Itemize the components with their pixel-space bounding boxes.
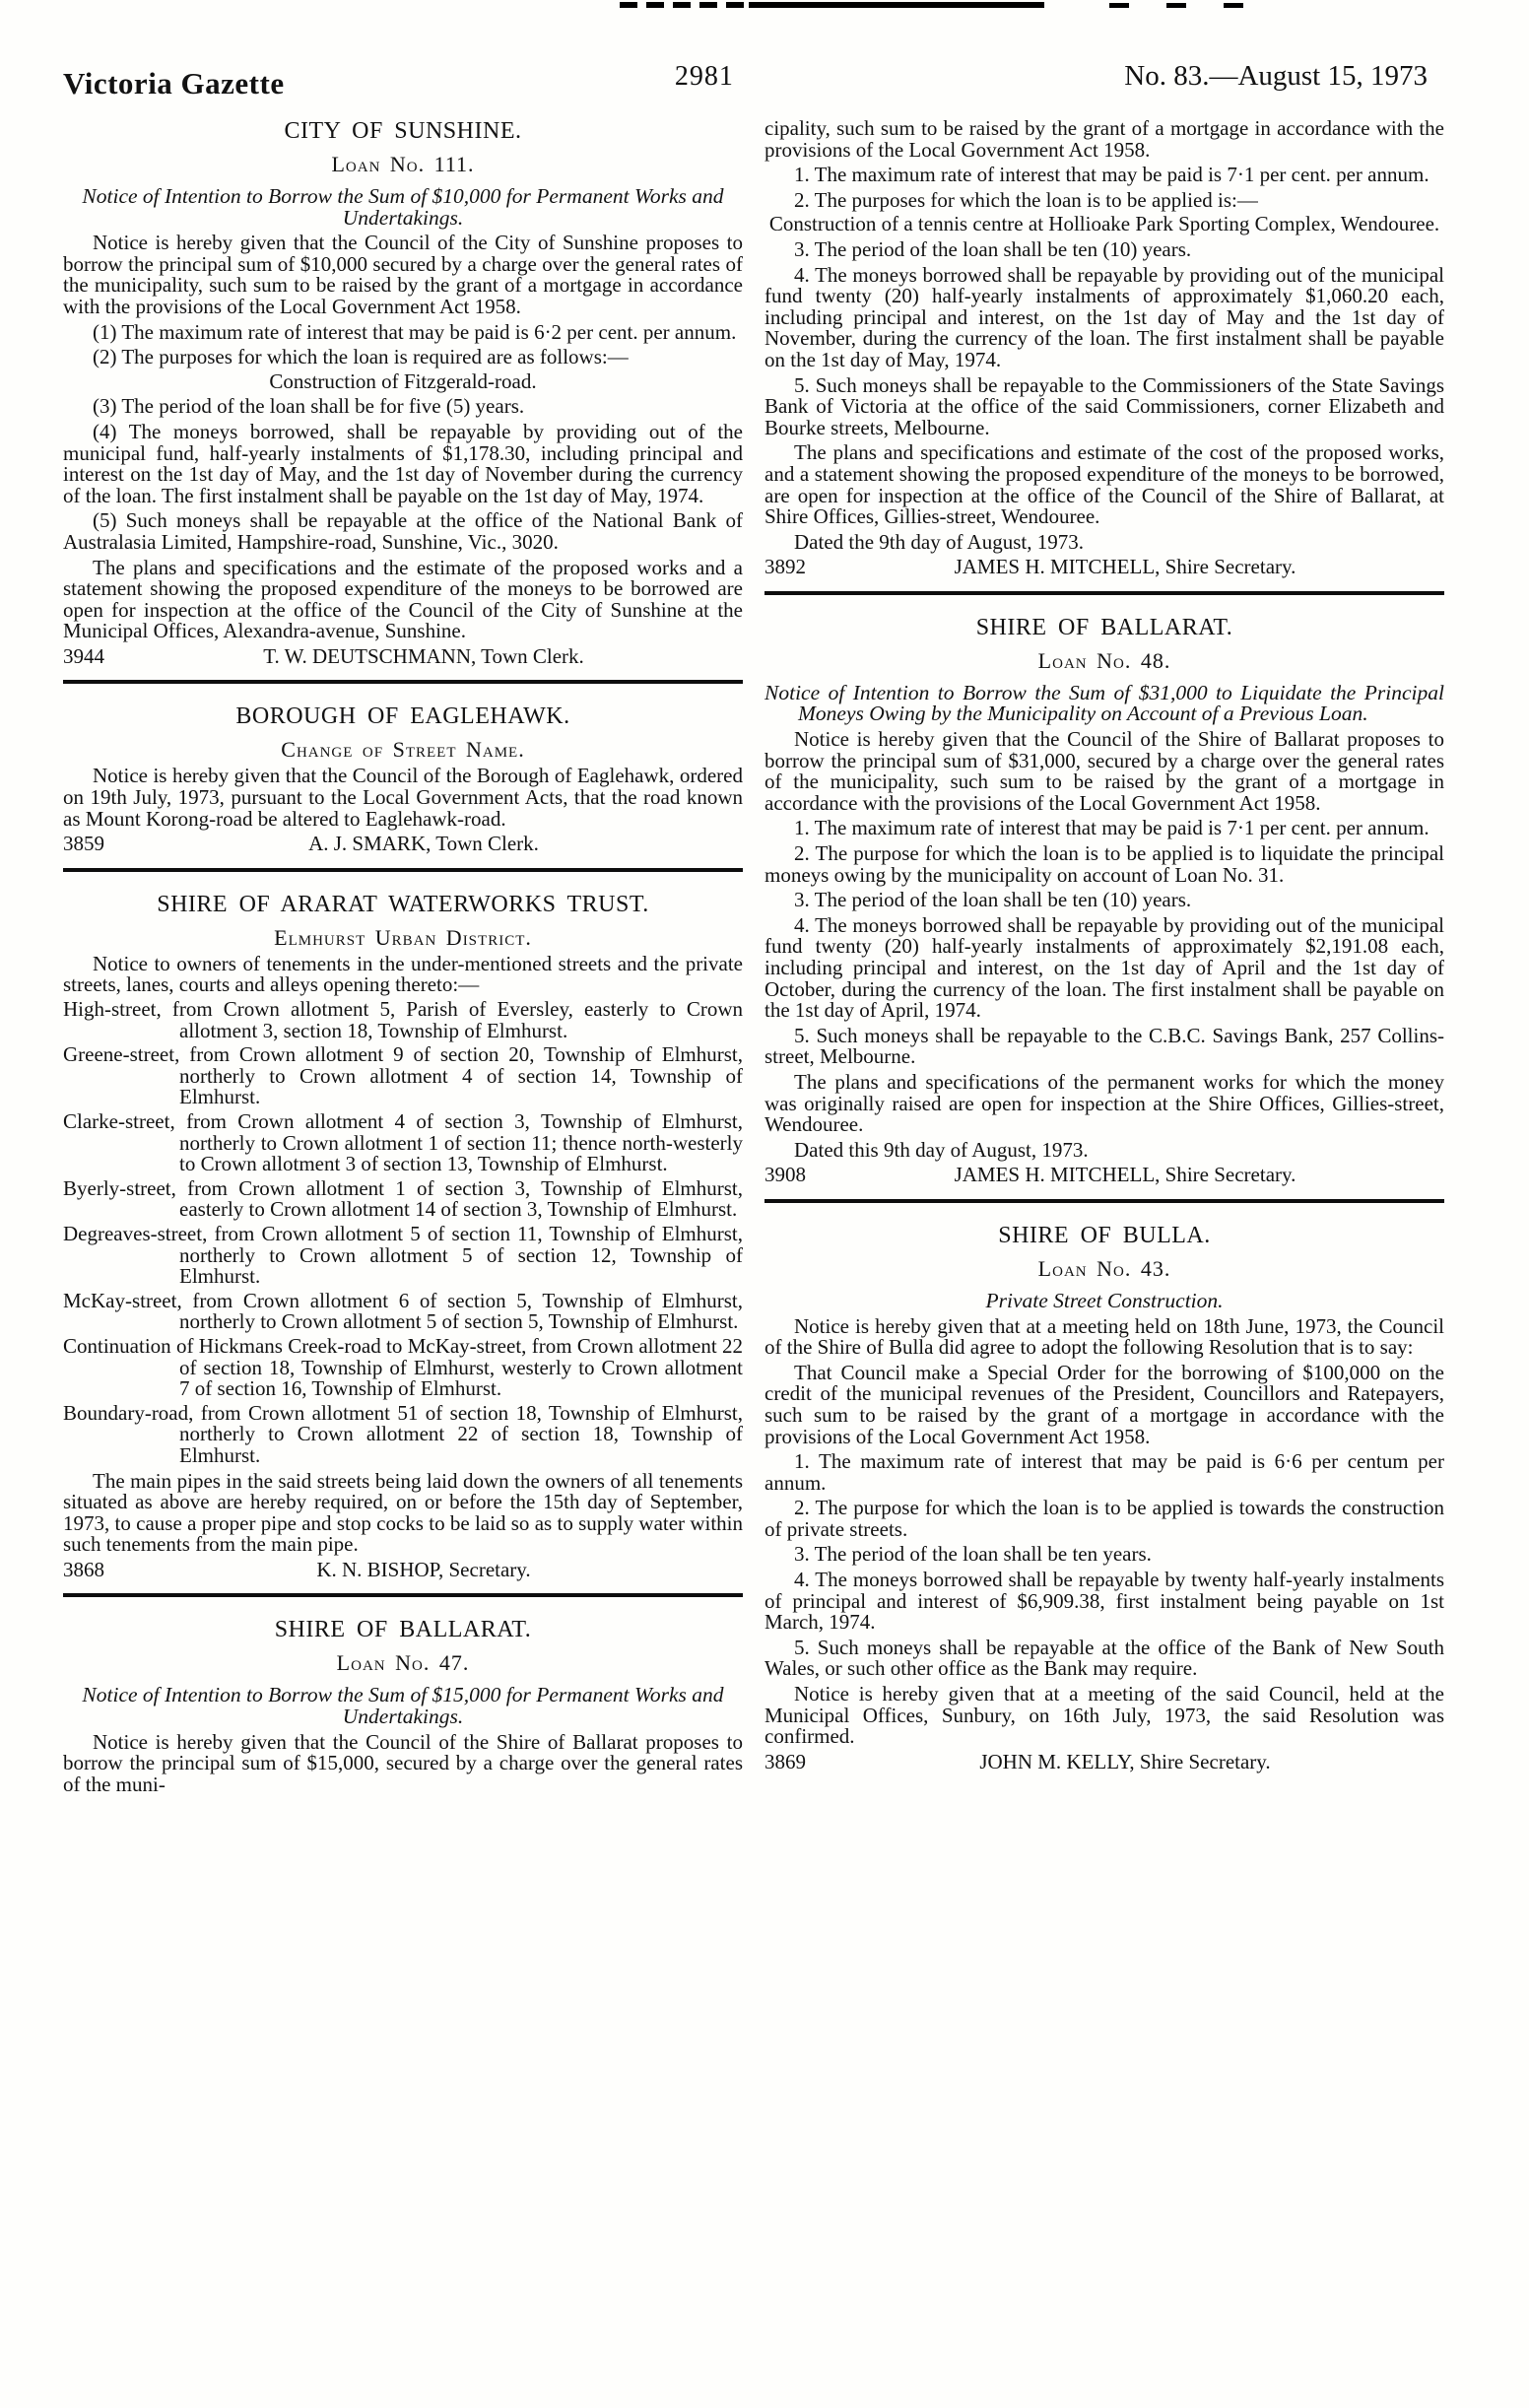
notice-title: Notice of Intention to Borrow the Sum of $31,000 to Liquidate the Principal Moneys Owing by the Municipality on Account of a Previous Loan. <box>764 680 1444 726</box>
signature-line <box>63 834 743 855</box>
notice-title: Private Street Construction. <box>985 1288 1224 1312</box>
paragraph: Notice is hereby given that the Council of the Shire of Ballarat proposes to borrow the principal sum of $31,000, secured by a charge over the general rates of the municipality, such sum to be raised by the grant of a mortgage in accordance with the provisions of the Local Government Act 1958. <box>764 727 1444 815</box>
street-item: Clarke-street, from Crown allotment 4 of section 3, Township of Elmhurst, northerly to Crown allotment 1 of section 11; thence north-westerly to Crown allotment 3 of section 13, Township of Elmhurst. <box>63 1109 743 1176</box>
notice-number: 3944 <box>63 643 104 668</box>
paragraph: 2. The purposes for which the loan is to be applied is:— <box>794 187 1258 212</box>
paragraph: 4. The moneys borrowed shall be repayable by providing out of the municipal fund twenty (20) half-yearly instalments of approximately $1,060.20 each, including principal and interest, on the 1st day of May and the 1st day of November, during the currency of the loan. The first instalment shall be payable on the 1st day of May, 1974. <box>764 262 1444 371</box>
notice-borough-of-eaglehawk-street-name <box>63 703 743 871</box>
paragraph: The plans and specifications and the estimate of the proposed works and a statement showing the proposed expenditure of the moneys to be borrowed are open for inspection at the office of the Council of the City of Sunshine at the Municipal Offices, Alexandra-avenue, Sunshine. <box>63 555 743 643</box>
paragraph: Notice to owners of tenements in the under-mentioned streets and the private streets, lanes, courts and alleys opening thereto:— <box>63 951 743 997</box>
notice-shire-of-ballarat-loan-48 <box>764 615 1444 1203</box>
notice-shire-of-bulla-loan-43 <box>764 1223 1444 1773</box>
paragraph: (1) The maximum rate of interest that may be paid is 6·2 per cent. per annum. <box>93 319 737 344</box>
paragraph: Dated the 9th day of August, 1973. <box>794 529 1084 554</box>
paragraph: Dated this 9th day of August, 1973. <box>794 1137 1089 1162</box>
section-heading: BOROUGH OF EAGLEHAWK. <box>235 703 570 730</box>
section-divider <box>63 868 743 872</box>
section-divider <box>764 591 1444 595</box>
scan-artifact-marks <box>1109 3 1277 8</box>
signatory: JOHN M. KELLY, Shire Secretary. <box>979 1749 1271 1773</box>
section-subheading: Loan No. 43. <box>1037 1255 1171 1281</box>
section-divider <box>63 680 743 684</box>
notice-title: Notice of Intention to Borrow the Sum of $10,000 for Permanent Works and Undertakings. <box>82 184 724 230</box>
paragraph: 1. The maximum rate of interest that may be paid is 6·6 per centum per annum. <box>764 1449 1444 1495</box>
paragraph: Notice is hereby given that the Council of the City of Sunshine proposes to borrow the principal sum of $10,000 secured by a charge over the general rates of the municipality, such sum to be raised by the grant of a mortgage in accordance with the provisions of the Local Government Act 1958. <box>63 231 743 318</box>
paragraph: 3. The period of the loan shall be ten years. <box>794 1542 1152 1567</box>
centered-line: Construction of a tennis centre at Hollioake Park Sporting Complex, Wendouree. <box>768 212 1440 236</box>
paragraph: 3. The period of the loan shall be ten (10) years. <box>794 888 1192 912</box>
paragraph: 4. The moneys borrowed shall be repayable by twenty half-yearly instalments of principal and interest of $6,909.38, first instalment being payable on 1st March, 1974. <box>764 1568 1444 1635</box>
left-column <box>63 118 743 1795</box>
notice-city-of-sunshine-loan-111 <box>63 118 743 684</box>
signature-line <box>764 1749 1444 1773</box>
signatory: T. W. DEUTSCHMANN, Town Clerk. <box>263 643 584 668</box>
paragraph: The plans and specifications of the permanent works for which the money was originally raised are open for inspection at the Shire Offices, Gillies-street, Wendouree. <box>764 1069 1444 1137</box>
signature-line <box>764 557 1444 578</box>
paragraph: Notice is hereby given that at a meeting held on 18th June, 1973, the Council of the Shire of Bulla did agree to adopt the following Resolution that is to say: <box>764 1313 1444 1360</box>
paragraph: The main pipes in the said streets being laid down the owners of all tenements situated as above are hereby required, on or before the 15th day of September, 1973, to cause a proper pipe and stop cocks to be laid so as to supply water within such tenements from the main pipe. <box>63 1468 743 1557</box>
paragraph: (5) Such moneys shall be repayable at the office of the National Bank of Australasia Limited, Hampshire-road, Sunshine, Vic., 3020. <box>63 508 743 554</box>
paragraph: 2. The purpose for which the loan is to be applied is towards the construction of private streets. <box>764 1496 1444 1541</box>
section-heading: SHIRE OF ARARAT WATERWORKS TRUST. <box>157 891 649 917</box>
paragraph: 1. The maximum rate of interest that may be paid is 7·1 per cent. per annum. <box>794 816 1429 840</box>
issue-date: No. 83.—August 15, 1973 <box>1124 60 1428 92</box>
notice-number: 3892 <box>764 555 806 579</box>
section-heading: SHIRE OF BULLA. <box>998 1222 1211 1248</box>
paragraph: 5. Such moneys shall be repayable to the Commissioners of the State Savings Bank of Victoria at the office of the said Commissioners, corner Elizabeth and Bourke streets, Melbourne. <box>764 372 1444 439</box>
paragraph: (2) The purposes for which the loan is required are as follows:— <box>93 345 629 369</box>
street-item: Continuation of Hickmans Creek-road to McKay-street, from Crown allotment 22 of section 18, Township of Elmhurst, westerly to Crown allotment 7 of section 16, Township of Elmhurst. <box>63 1333 743 1401</box>
notice-shire-of-ballarat-loan-47 <box>63 1617 743 1795</box>
section-subheading: Change of Street Name. <box>281 737 525 763</box>
signatory: K. N. BISHOP, Secretary. <box>316 1557 531 1581</box>
paragraph: cipality, such sum to be raised by the grant of a mortgage in accordance with the provisions of the Local Government Act 1958. <box>764 116 1444 162</box>
page-number: 2981 <box>674 61 734 92</box>
notice-shire-of-ballarat-loan-47-continued <box>764 118 1444 595</box>
gazette-title: Victoria Gazette <box>63 66 285 100</box>
paragraph: 1. The maximum rate of interest that may be paid is 7·1 per cent. per annum. <box>794 163 1429 187</box>
section-divider <box>63 1593 743 1597</box>
section-subheading: Loan No. 48. <box>1037 647 1171 673</box>
paragraph: (4) The moneys borrowed, shall be repayable by providing out of the municipal fund, half-yearly instalments of $1,178.30, including principal and interest on the 1st day of May, and the 1st day of November during the currency of the loan. The first instalment shall be payable on the 1st day of May, 1974. <box>63 419 743 507</box>
section-heading: SHIRE OF BALLARAT. <box>975 614 1233 640</box>
notice-number: 3908 <box>764 1163 806 1187</box>
paragraph: 2. The purpose for which the loan is to be applied is to liquidate the principal moneys owing by the municipality on account of Loan No. 31. <box>764 841 1444 887</box>
paragraph: (3) The period of the loan shall be for five (5) years. <box>93 394 525 419</box>
scan-artifact-dashes <box>620 2 750 8</box>
notice-number: 3869 <box>764 1749 806 1773</box>
section-subheading: Loan No. 47. <box>336 1650 470 1676</box>
paragraph: 5. Such moneys shall be repayable to the C.B.C. Savings Bank, 257 Collins-street, Melbourne. <box>764 1023 1444 1069</box>
notice-number: 3868 <box>63 1557 104 1581</box>
page-columns <box>0 93 1529 1795</box>
paragraph: 5. Such moneys shall be repayable at the office of the Bank of New South Wales, or such other office as the Bank may require. <box>764 1635 1444 1681</box>
page-header <box>0 0 1529 100</box>
street-item: Greene-street, from Crown allotment 9 of section 20, Township of Elmhurst, northerly to Crown allotment 4 of section 14, Township of Elmhurst. <box>63 1042 743 1109</box>
street-item: Degreaves-street, from Crown allotment 5 of section 11, Township of Elmhurst, northerly to Crown allotment 5 of section 12, Township of Elmhurst. <box>63 1221 743 1289</box>
paragraph: Notice is hereby given that at a meeting of the said Council, held at the Municipal Offices, Sunbury, on 16th July, 1973, the said Resolution was confirmed. <box>764 1682 1444 1749</box>
street-item: High-street, from Crown allotment 5, Parish of Eversley, easterly to Crown allotment 3, section 18, Township of Elmhurst. <box>63 997 743 1042</box>
signature-line <box>63 1557 743 1581</box>
signatory: A. J. SMARK, Town Clerk. <box>308 832 539 856</box>
scan-artifact-line <box>749 2 1044 8</box>
street-item: McKay-street, from Crown allotment 6 of section 5, Township of Elmhurst, northerly to Crown allotment 5 of section 5, Township of Elmhurst. <box>63 1288 743 1334</box>
street-item: Byerly-street, from Crown allotment 1 of section 3, Township of Elmhurst, easterly to Crown allotment 14 of section 3, Township of Elmhurst. <box>63 1175 743 1222</box>
street-item: Boundary-road, from Crown allotment 51 of section 18, Township of Elmhurst, northerly to Crown allotment 22 of section 18, Township of Elmhurst. <box>63 1400 743 1467</box>
signature-line <box>764 1165 1444 1186</box>
paragraph: 3. The period of the loan shall be ten (10) years. <box>794 236 1192 261</box>
signatory: JAMES H. MITCHELL, Shire Secretary. <box>954 555 1296 579</box>
paragraph: Notice is hereby given that the Council of the Borough of Eaglehawk, ordered on 19th July, 1973, pursuant to the Local Government Acts, that the road known as Mount Korong-road be altered to Eaglehawk-road. <box>63 764 743 831</box>
paragraph: The plans and specifications and estimate of the cost of the proposed works, and a statement showing the proposed expenditure of the moneys to be borrowed, are open for inspection at the office of the Council of the Shire of Ballarat, at Shire Offices, Gillies-street, Wendouree. <box>764 440 1444 529</box>
notice-number: 3859 <box>63 832 104 856</box>
signatory: JAMES H. MITCHELL, Shire Secretary. <box>954 1163 1296 1187</box>
notice-title: Notice of Intention to Borrow the Sum of $15,000 for Permanent Works and Undertakings. <box>82 1683 724 1729</box>
section-heading: SHIRE OF BALLARAT. <box>274 1617 532 1643</box>
section-divider <box>764 1199 1444 1203</box>
paragraph: Notice is hereby given that the Council of the Shire of Ballarat proposes to borrow the principal sum of $15,000, secured by a charge over the general rates of the muni- <box>63 1729 743 1796</box>
section-subheading: Loan No. 111. <box>331 152 475 176</box>
section-subheading: Elmhurst Urban District. <box>274 924 532 950</box>
right-column <box>764 118 1444 1795</box>
paragraph: 4. The moneys borrowed shall be repayable by providing out of the municipal fund twenty (20) half-yearly instalments of approximately $2,191.08 each, including principal and interest, on the 1st day of April and the 1st day of October, during the currency of the loan. The first instalment shall be payable on the 1st day of April, 1974. <box>764 912 1444 1023</box>
signature-line <box>63 643 743 668</box>
notice-shire-of-ararat-waterworks-trust <box>63 892 743 1598</box>
paragraph: That Council make a Special Order for the borrowing of $100,000 on the credit of the municipal revenues of the President, Councillors and Ratepayers, such sum to be raised by the grant of a mortgage in accordance with the provisions of the Local Government Act 1958. <box>764 1360 1444 1448</box>
centered-line: Construction of Fitzgerald-road. <box>269 368 537 393</box>
section-heading: CITY OF SUNSHINE. <box>284 118 522 144</box>
